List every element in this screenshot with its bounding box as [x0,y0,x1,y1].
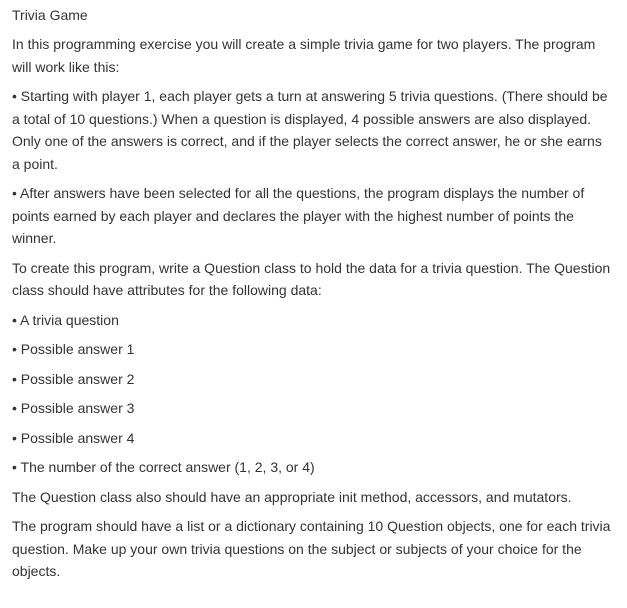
methods-paragraph: The Question class also should have an appropriate init method, accessors, and mutators. [12,488,572,505]
attribute-item: • Possible answer 4 [12,429,135,446]
rule-item: • Starting with player 1, each player gets a turn at answering 5 trivia questions. (There should be a total of 10 questions.) When a question is displayed, 4 possible answers are also displayed. Only one of the answers is correct, and if the player selects the correct answer, he or she earns a point. [12,88,608,172]
attribute-item: • Possible answer 2 [12,370,135,387]
document-title: Trivia Game [12,7,88,23]
program-paragraph: The program should have a list or a dictionary containing 10 Question objects, one for each trivia question. Make up your own trivia questions on the subject or subjects of your choice for the objects. [12,518,611,579]
rule-item: • After answers have been selected for all the questions, the program displays the number of points earned by each player and declares the player with the highest number of points the winner. [12,185,585,246]
attribute-item: • Possible answer 3 [12,400,135,416]
create-paragraph: To create this program, write a Question class to hold the data for a trivia question. The Question class should have attributes for the following data: [12,259,611,298]
attribute-item: • The number of the correct answer (1, 2, 3, or 4) [12,459,315,475]
attribute-item: • Possible answer 1 [12,341,135,357]
attribute-item: • A trivia question [12,311,119,328]
intro-paragraph: In this programming exercise you will create a simple trivia game for two players. The program will work like this: [12,36,596,75]
